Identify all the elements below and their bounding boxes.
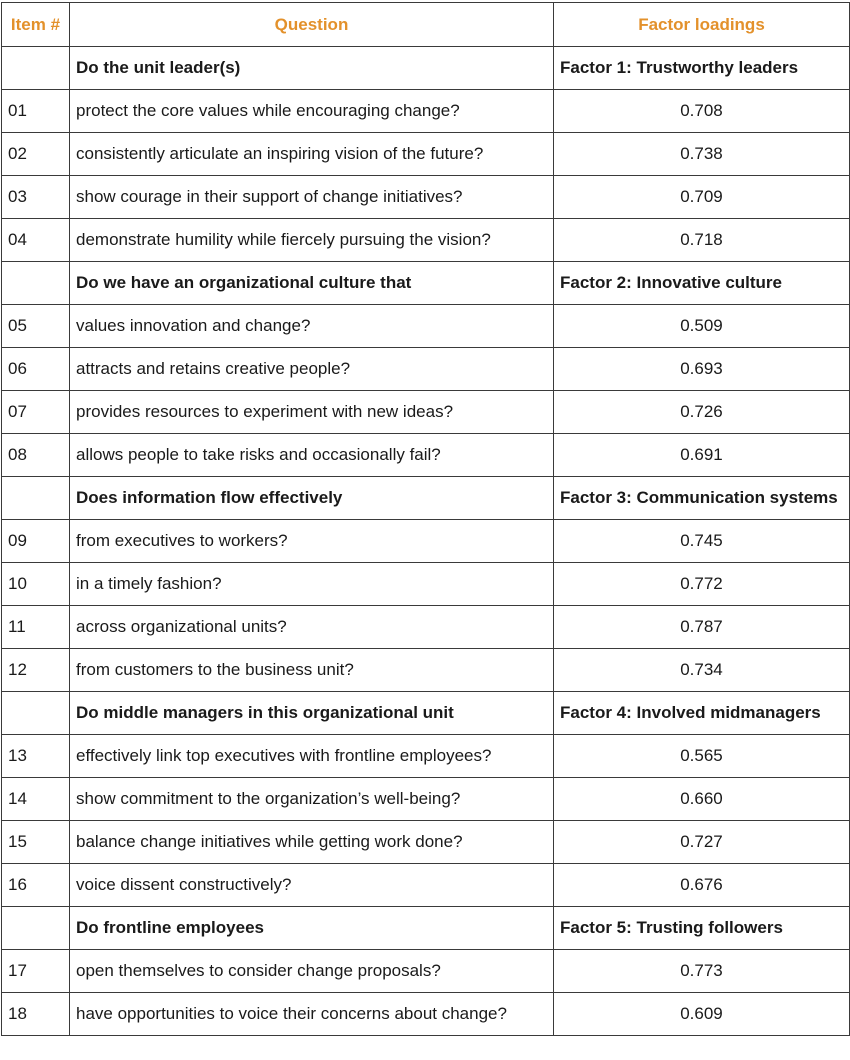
question-text: provides resources to experiment with new ideas? [70,391,554,434]
question-text: open themselves to consider change proposals? [70,950,554,993]
factor-loading: 0.727 [554,821,850,864]
question-text: show courage in their support of change initiatives? [70,176,554,219]
item-number: 14 [2,778,70,821]
item-number: 18 [2,993,70,1036]
factor-name: Factor 1: Trustworthy leaders [554,47,850,90]
question-text: allows people to take risks and occasionally fail? [70,434,554,477]
item-number: 17 [2,950,70,993]
table-row [2,735,850,778]
table-row [2,219,850,262]
table-row [2,864,850,907]
factor-loading: 0.738 [554,133,850,176]
header-row [2,3,850,47]
question-text: in a timely fashion? [70,563,554,606]
question-text: values innovation and change? [70,305,554,348]
item-number: 01 [2,90,70,133]
table-row [2,90,850,133]
table-row [2,649,850,692]
table-row [2,348,850,391]
item-number: 09 [2,520,70,563]
question-text: demonstrate humility while fiercely pursuing the vision? [70,219,554,262]
question-text: effectively link top executives with frontline employees? [70,735,554,778]
question-text: protect the core values while encouraging change? [70,90,554,133]
table-row [2,821,850,864]
factor-name: Factor 2: Innovative culture [554,262,850,305]
factor-group-row [2,262,850,305]
table-row [2,606,850,649]
factor-loadings-table [1,2,850,1036]
factor-loading: 0.660 [554,778,850,821]
factor-name: Factor 3: Communication systems [554,477,850,520]
header-loadings: Factor loadings [554,3,850,47]
question-text: voice dissent constructively? [70,864,554,907]
factor-loading: 0.787 [554,606,850,649]
item-number: 11 [2,606,70,649]
item-number: 15 [2,821,70,864]
table-row [2,563,850,606]
factor-loading: 0.708 [554,90,850,133]
item-number: 06 [2,348,70,391]
item-number: 16 [2,864,70,907]
factor-loading: 0.609 [554,993,850,1036]
factor-group-row [2,907,850,950]
group-prompt: Do frontline employees [70,907,554,950]
factor-name: Factor 4: Involved midmanagers [554,692,850,735]
item-number: 10 [2,563,70,606]
group-item-cell [2,692,70,735]
question-text: attracts and retains creative people? [70,348,554,391]
item-number: 12 [2,649,70,692]
table-row [2,305,850,348]
header-item: Item # [2,3,70,47]
group-item-cell [2,477,70,520]
group-item-cell [2,47,70,90]
factor-loading: 0.509 [554,305,850,348]
question-text: from customers to the business unit? [70,649,554,692]
factor-loading: 0.726 [554,391,850,434]
item-number: 08 [2,434,70,477]
table-row [2,520,850,563]
group-item-cell [2,262,70,305]
group-prompt: Does information flow effectively [70,477,554,520]
factor-group-row [2,692,850,735]
table-row [2,778,850,821]
table-body [2,47,850,1036]
factor-loading: 0.773 [554,950,850,993]
factor-loading: 0.676 [554,864,850,907]
factor-loading: 0.693 [554,348,850,391]
item-number: 13 [2,735,70,778]
factor-loading: 0.772 [554,563,850,606]
question-text: balance change initiatives while getting work done? [70,821,554,864]
factor-loading: 0.745 [554,520,850,563]
factor-group-row [2,477,850,520]
factor-loading: 0.565 [554,735,850,778]
group-prompt: Do the unit leader(s) [70,47,554,90]
question-text: consistently articulate an inspiring vision of the future? [70,133,554,176]
table-row [2,993,850,1036]
question-text: show commitment to the organization’s well-being? [70,778,554,821]
question-text: across organizational units? [70,606,554,649]
item-number: 04 [2,219,70,262]
group-prompt: Do we have an organizational culture that [70,262,554,305]
table-row [2,434,850,477]
question-text: have opportunities to voice their concerns about change? [70,993,554,1036]
item-number: 03 [2,176,70,219]
table-row [2,950,850,993]
factor-loading: 0.718 [554,219,850,262]
header-question: Question [70,3,554,47]
factor-loading: 0.709 [554,176,850,219]
factor-loading: 0.734 [554,649,850,692]
group-item-cell [2,907,70,950]
item-number: 07 [2,391,70,434]
item-number: 02 [2,133,70,176]
factor-loading: 0.691 [554,434,850,477]
question-text: from executives to workers? [70,520,554,563]
factor-name: Factor 5: Trusting followers [554,907,850,950]
item-number: 05 [2,305,70,348]
factor-group-row [2,47,850,90]
table-row [2,391,850,434]
group-prompt: Do middle managers in this organizational unit [70,692,554,735]
table-row [2,133,850,176]
table-row [2,176,850,219]
